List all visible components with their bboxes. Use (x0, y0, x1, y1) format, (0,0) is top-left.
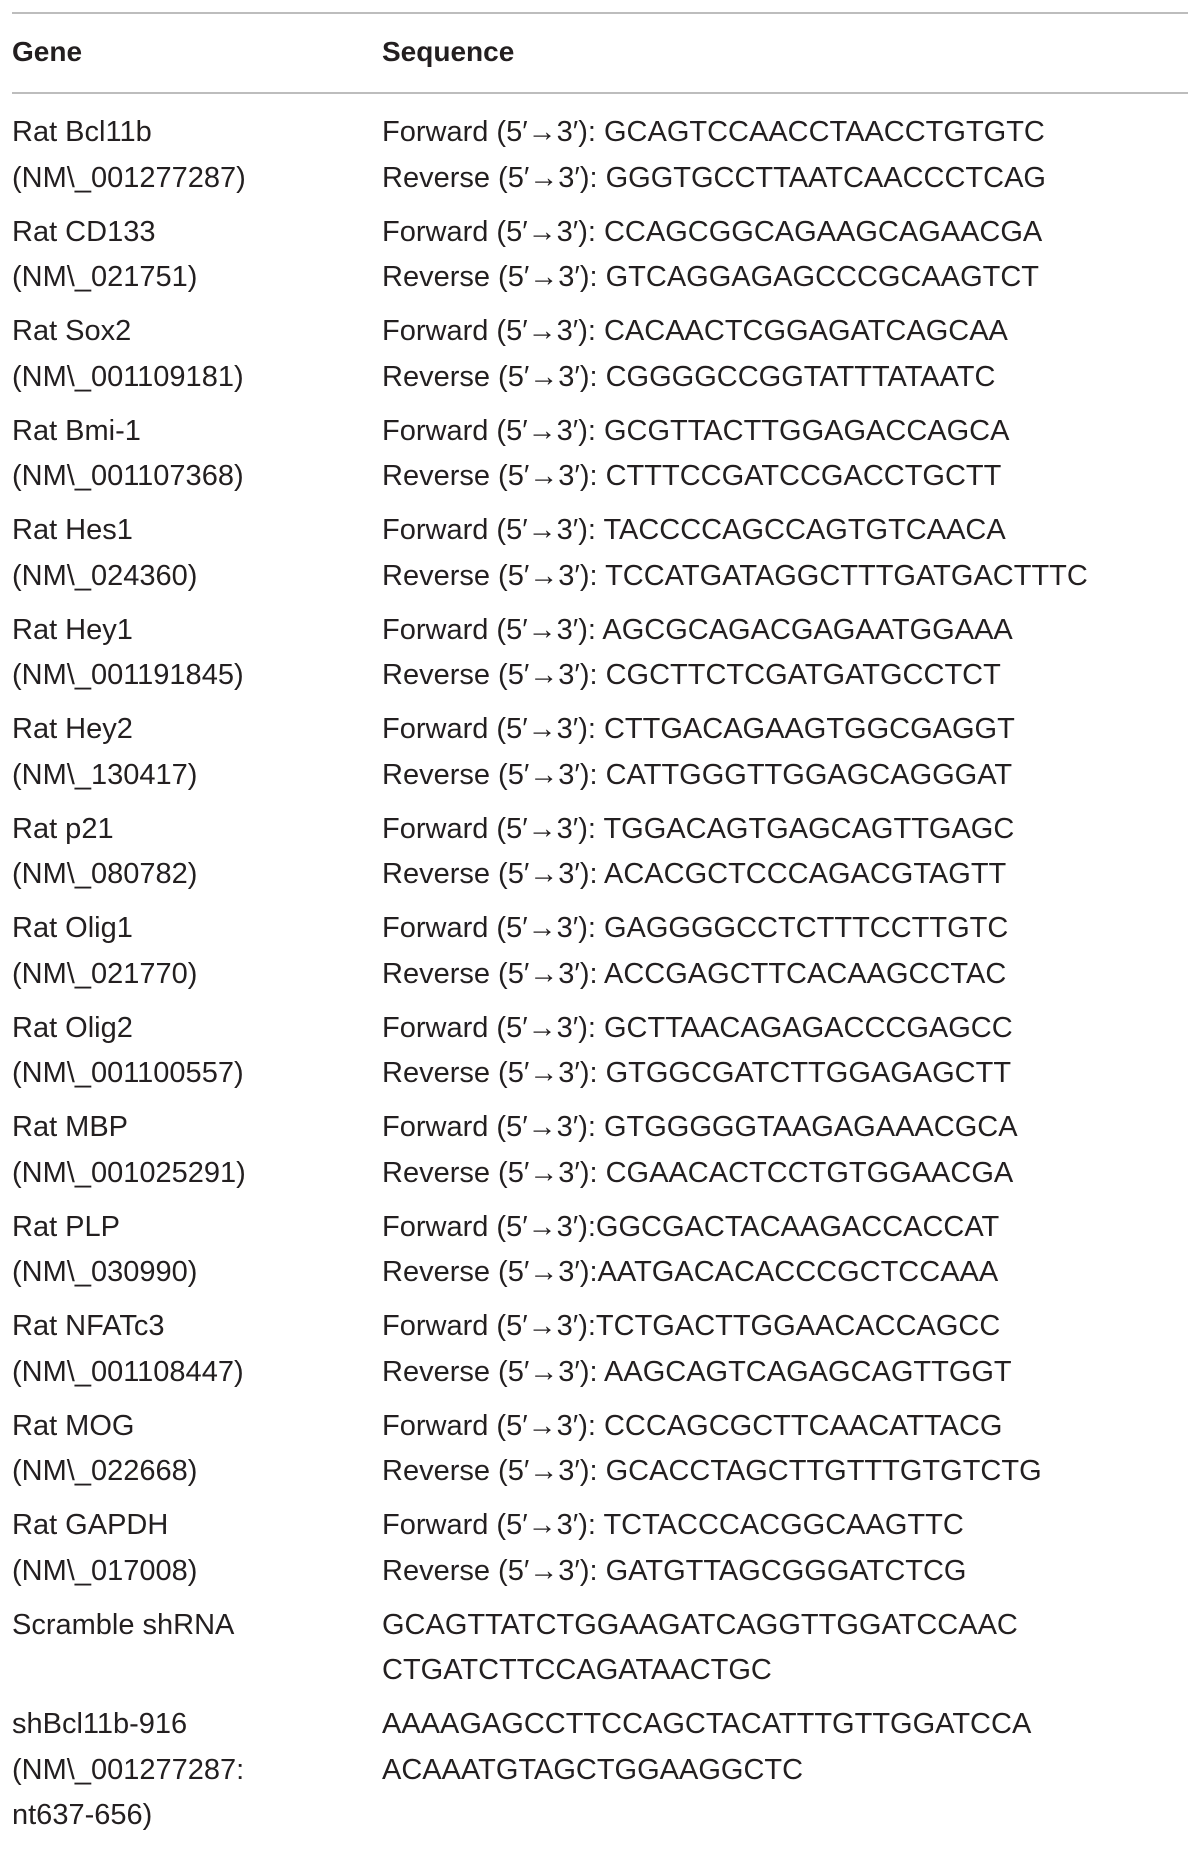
sequence-text: Reverse (5′→3′): CTTTCCGATCCGACCTGCTT (382, 460, 1002, 492)
sequence-text: Reverse (5′→3′): CGAACACTCCTGTGGAACGA (382, 1156, 1014, 1189)
gene-text: (NM\_080782) (12, 858, 198, 890)
gene-text: Rat Hey2 (12, 713, 133, 745)
table-row (12, 309, 1188, 409)
table-row (12, 906, 1188, 1006)
table-row (12, 110, 1188, 210)
table-row (12, 1304, 1188, 1404)
gene-text: (NM\_024360) (12, 559, 198, 592)
sequence-cell (382, 110, 1188, 201)
gene-text: Rat NFATc3 (12, 1310, 165, 1342)
gene-cell (12, 309, 372, 400)
sequence-text: Reverse (5′→3′): CATTGGGTTGGAGCAGGGAT (382, 758, 1013, 791)
gene-cell (12, 110, 372, 201)
sequence-text: Forward (5′→3′): CTTGACAGAAGTGGCGAGGT (382, 713, 1015, 745)
gene-cell (12, 1404, 372, 1495)
sequence-text: ACAAATGTAGCTGGAAGGCTC (382, 1753, 804, 1786)
table-header-rule (12, 92, 1188, 94)
gene-text: Rat Olig2 (12, 1011, 133, 1044)
sequence-cell (382, 409, 1188, 500)
gene-cell (12, 508, 372, 599)
sequence-text: Reverse (5′→3′): CGGGGCCGGTATTTATAATC (382, 360, 996, 393)
sequence-text: Forward (5′→3′): GAGGGGCCTCTTTCCTTGTC (382, 912, 1009, 944)
sequence-text: Reverse (5′→3′): GGGTGCCTTAATCAACCCTCAG (382, 161, 1046, 194)
sequence-cell (382, 1006, 1188, 1097)
table-row (12, 1205, 1188, 1305)
sequence-text: Forward (5′→3′):GGCGACTACAAGACCACCAT (382, 1210, 1000, 1243)
gene-text: (NM\_130417) (12, 758, 198, 791)
table-row (12, 1404, 1188, 1504)
sequence-text: Reverse (5′→3′): AAGCAGTCAGAGCAGTTGGT (382, 1355, 1012, 1388)
table-row (12, 508, 1188, 608)
header-gene: Gene (12, 36, 83, 67)
table-header-row (12, 28, 1188, 78)
gene-text: Scramble shRNA (12, 1608, 235, 1641)
sequence-text: Forward (5′→3′): GCGTTACTTGGAGACCAGCA (382, 414, 1010, 447)
sequence-cell (382, 210, 1188, 301)
gene-text: Rat Bcl11b (12, 116, 152, 148)
sequence-text: Reverse (5′→3′): ACACGCTCCCAGACGTAGTT (382, 858, 1007, 890)
table-row (12, 608, 1188, 708)
gene-text: nt637-656) (12, 1799, 153, 1831)
gene-cell (12, 1304, 372, 1395)
sequence-cell (382, 608, 1188, 699)
gene-text: Rat Bmi-1 (12, 414, 141, 447)
sequence-cell (382, 1105, 1188, 1196)
gene-text: (NM\_022668) (12, 1455, 198, 1487)
gene-text: (NM\_030990) (12, 1256, 198, 1288)
sequence-text: Forward (5′→3′):TCTGACTTGGAACACCAGCC (382, 1310, 1001, 1342)
gene-text: (NM\_001025291) (12, 1156, 246, 1189)
table-row (12, 1603, 1188, 1703)
gene-text: (NM\_001100557) (12, 1057, 244, 1089)
gene-text: Rat GAPDH (12, 1509, 169, 1541)
table-row (12, 210, 1188, 310)
sequence-cell (382, 707, 1188, 798)
gene-cell (12, 1105, 372, 1196)
table-row (12, 1702, 1188, 1852)
table-row (12, 409, 1188, 509)
gene-cell (12, 409, 372, 500)
header-sequence: Sequence (382, 36, 515, 67)
gene-text: Rat MOG (12, 1409, 135, 1442)
gene-cell (12, 608, 372, 699)
gene-text: Rat p21 (12, 812, 114, 845)
gene-text: Rat MBP (12, 1111, 129, 1143)
sequence-cell (382, 309, 1188, 400)
gene-text: (NM\_001277287) (12, 161, 246, 194)
sequence-cell (382, 508, 1188, 599)
gene-text: (NM\_001107368) (12, 460, 244, 492)
sequence-cell (382, 807, 1188, 898)
table-body (12, 110, 1188, 1852)
sequence-text: Reverse (5′→3′): CGCTTCTCGATGATGCCTCT (382, 659, 1001, 691)
gene-cell (12, 906, 372, 997)
sequence-text: Forward (5′→3′): CCAGCGGCAGAAGCAGAACGA (382, 215, 1043, 248)
table-row (12, 1006, 1188, 1106)
sequence-cell (382, 1205, 1188, 1296)
gene-text: Rat Sox2 (12, 315, 132, 347)
sequence-text: CTGATCTTCCAGATAACTGC (382, 1654, 772, 1686)
sequence-cell (382, 906, 1188, 997)
sequence-text: Forward (5′→3′): TCTACCCACGGCAAGTTC (382, 1509, 964, 1541)
sequence-cell (382, 1304, 1188, 1395)
gene-text: Rat Olig1 (12, 912, 133, 944)
gene-text: Rat PLP (12, 1210, 120, 1243)
sequence-cell (382, 1503, 1188, 1594)
sequence-text: Reverse (5′→3′): GTCAGGAGAGCCCGCAAGTCT (382, 261, 1040, 293)
gene-text: (NM\_001191845) (12, 659, 244, 691)
gene-cell (12, 210, 372, 301)
sequence-text: Forward (5′→3′): CACAACTCGGAGATCAGCAA (382, 315, 1008, 347)
sequence-cell (382, 1702, 1188, 1793)
sequence-text: Forward (5′→3′): TGGACAGTGAGCAGTTGAGC (382, 812, 1015, 845)
gene-text: (NM\_021770) (12, 957, 198, 990)
sequence-text: Reverse (5′→3′): GCACCTAGCTTGTTTGTGTCTG (382, 1455, 1042, 1487)
sequence-text: Forward (5′→3′): CCCAGCGCTTCAACATTACG (382, 1409, 1003, 1442)
table-top-rule (12, 12, 1188, 14)
gene-text: Rat Hey1 (12, 613, 133, 646)
gene-text: Rat CD133 (12, 215, 156, 248)
sequence-text: Forward (5′→3′): GTGGGGGTAAGAGAAACGCA (382, 1111, 1018, 1143)
gene-cell (12, 1006, 372, 1097)
table-row (12, 707, 1188, 807)
sequence-cell (382, 1404, 1188, 1495)
sequence-text: Reverse (5′→3′): GATGTTAGCGGGATCTCG (382, 1554, 967, 1587)
gene-text: Rat Hes1 (12, 514, 133, 546)
gene-cell (12, 1603, 372, 1649)
gene-cell (12, 707, 372, 798)
gene-text: (NM\_017008) (12, 1554, 198, 1587)
gene-cell (12, 1702, 372, 1839)
gene-text: (NM\_001109181) (12, 360, 244, 393)
table-row (12, 1105, 1188, 1205)
sequence-text: Forward (5′→3′): GCAGTCCAACCTAACCTGTGTC (382, 116, 1045, 148)
sequence-text: Forward (5′→3′): AGCGCAGACGAGAATGGAAA (382, 613, 1013, 646)
sequence-text: GCAGTTATCTGGAAGATCAGGTTGGATCCAAC (382, 1608, 1018, 1641)
sequence-text: Forward (5′→3′): GCTTAACAGAGACCCGAGCC (382, 1011, 1013, 1044)
sequence-text: AAAAGAGCCTTCCAGCTACATTTGTTGGATCCA (382, 1708, 1032, 1740)
sequence-text: Reverse (5′→3′): ACCGAGCTTCACAAGCCTAC (382, 957, 1007, 990)
gene-cell (12, 1503, 372, 1594)
sequence-text: Reverse (5′→3′): TCCATGATAGGCTTTGATGACTTTC (382, 559, 1088, 592)
table-row (12, 1503, 1188, 1603)
sequence-text: Reverse (5′→3′):AATGACACACCCGCTCCAAA (382, 1256, 999, 1288)
table-row (12, 807, 1188, 907)
sequence-cell (382, 1603, 1188, 1694)
gene-text: (NM\_001277287: (12, 1753, 245, 1786)
sequence-text: Forward (5′→3′): TACCCCAGCCAGTGTCAACA (382, 514, 1006, 546)
sequence-text: Reverse (5′→3′): GTGGCGATCTTGGAGAGCTT (382, 1057, 1012, 1089)
gene-text: (NM\_021751) (12, 261, 198, 293)
gene-cell (12, 1205, 372, 1296)
gene-cell (12, 807, 372, 898)
gene-text: (NM\_001108447) (12, 1355, 244, 1388)
gene-text: shBcl11b-916 (12, 1708, 188, 1740)
